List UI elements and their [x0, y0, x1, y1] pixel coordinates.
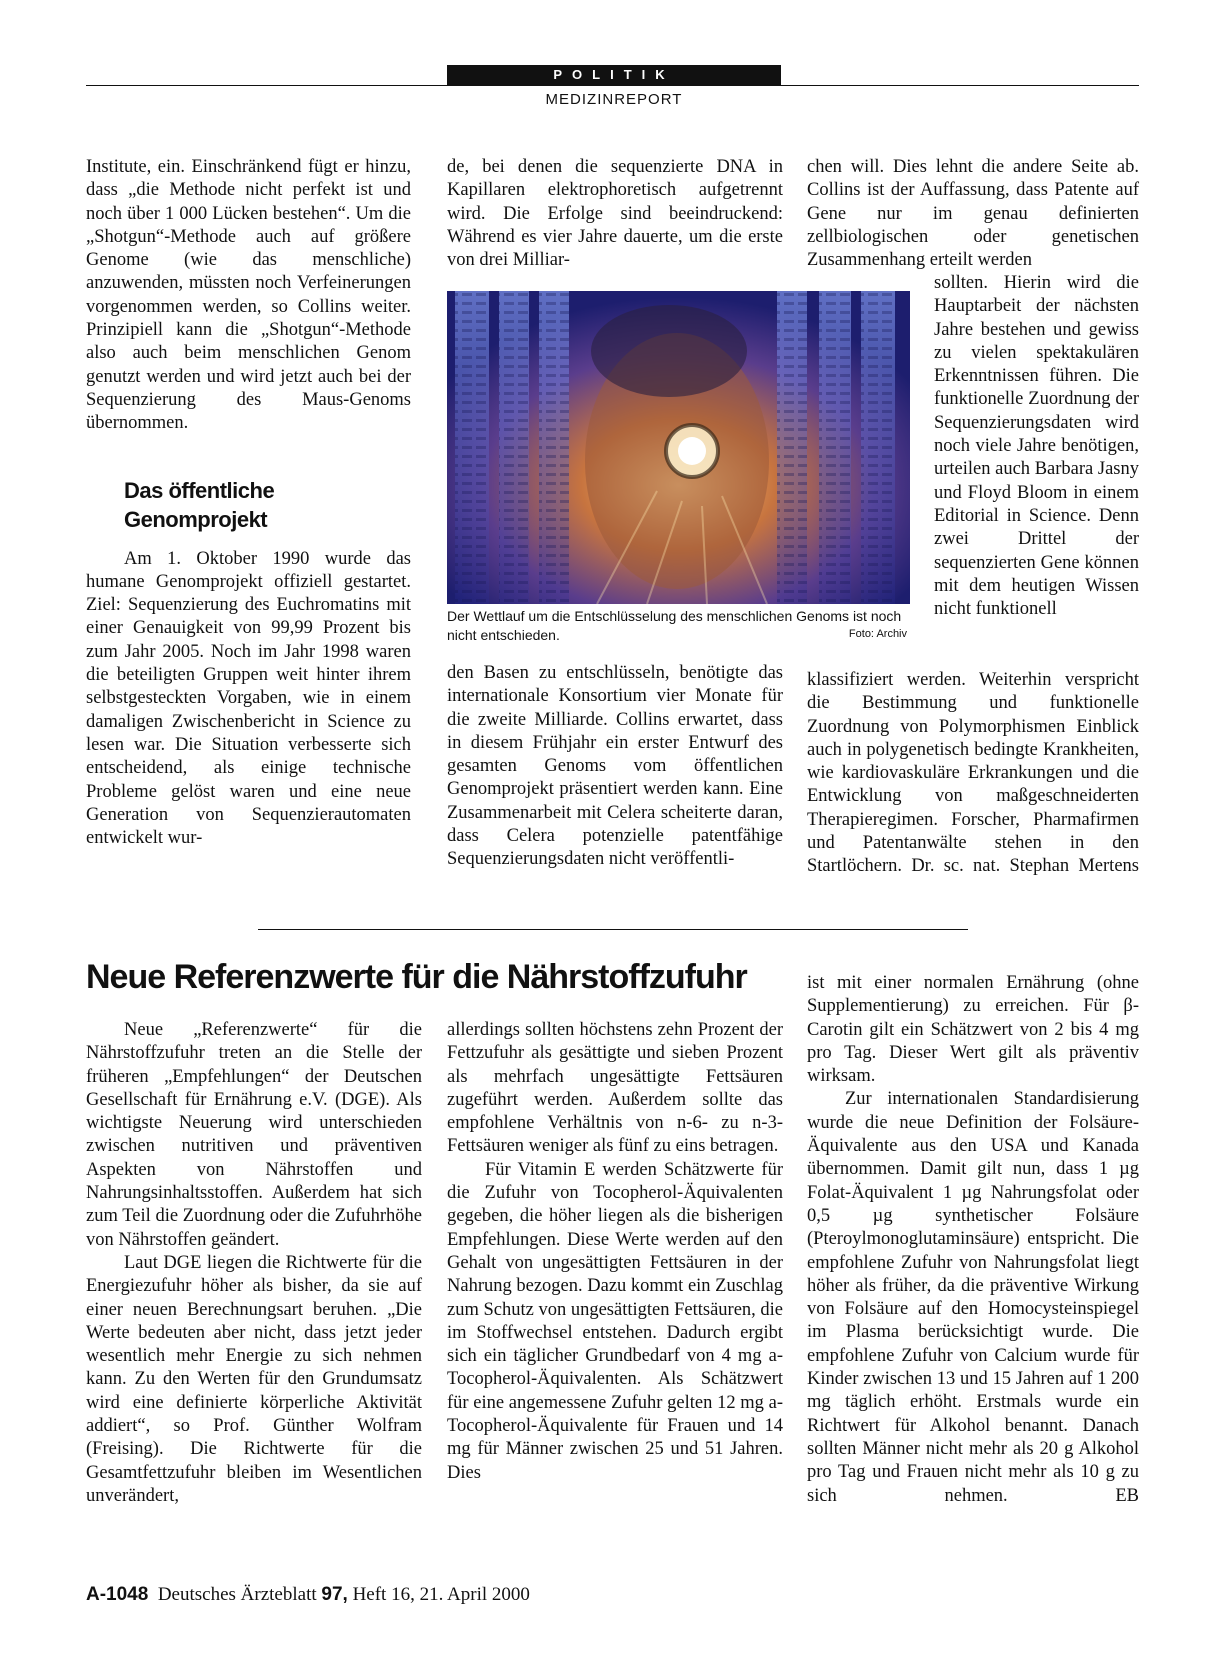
- article1-column2-top: [447, 156, 783, 272]
- caption-text: Der Wettlauf um die Entschlüsselung des menschlichen Genoms ist noch nicht entschieden.: [447, 608, 902, 643]
- article1-column3-bottom: [807, 669, 1139, 879]
- subhead-line2: Genomprojekt: [124, 506, 268, 532]
- article1-column3-wrap: [934, 272, 1139, 621]
- article2-col3-paragraph2: Zur internationalen Standardisierung wurde die neue Definition der Folsäure-Äquivalente aus den USA und Kanada übernommen. Damit gilt nun, dass 1 µg Folat-Äquivalent 1 µg Nahrungsfolat oder 0,5 µg synthetischer Folsäure (Pteroylmonoglutaminsäure) entspricht. Die empfohlene Zufuhr von Nahrungsfolat liegt höher als früher, da die präventive Wirkung von Folsäure auf den Homocysteinspiegel im Plasma berücksichtigt wurde. Die empfohlene Zufuhr von Calcium wurde für Kinder zwischen 13 und 15 Jahren auf 1 200 mg täglich erhöht. Erstmals wurde ein Richtwert für Alkohol benannt. Danach sollten Männer nicht mehr als 20 g Alkohol pro Tag und Frauen nicht mehr als 10 g zu sich nehmen.: [807, 1089, 1139, 1506]
- article2-column2: [447, 1019, 783, 1485]
- article2-signature: EB: [1115, 1485, 1139, 1506]
- genome-photo: [447, 291, 910, 604]
- article2-col3-paragraph1: ist mit einer normalen Ernährung (ohne Supplementierung) zu erreichen. Für β-Carotin gilt ein Schätzwert von 2 bis 4 mg pro Tag. Dieser Wert gilt als präventiv wirksam.: [807, 973, 1139, 1087]
- photo-credit: Foto: Archiv: [848, 628, 907, 640]
- article1-column1: [86, 156, 411, 850]
- article1-col3-wrap-text: sollten. Hierin wird die Hauptarbeit der nächsten Jahre bestehen und gewiss zu vielen spektakulären Erkenntnissen führen. Die funktionelle Zuordnung der Sequenzierungsdaten wird noch viele Jahre benötigen, urteilen auch Barbara Jasny und Floyd Bloom in einem Editorial in Science. Denn zwei Drittel der sequenzierten Gene können mit dem heutigen Wissen nicht funktionell: [934, 273, 1139, 620]
- article2-column3: [807, 972, 1139, 1508]
- article1-col2-bottom-text: den Basen zu entschlüsseln, benötigte das internationale Konsortium vier Monate für die zweite Milliarde. Collins erwartet, dass in diesem Frühjahr ein erster Entwurf des gesamten Genoms vom öffentlichen Genomprojekt präsentiert werden kann. Eine Zusammenarbeit mit Celera scheiterte daran, dass Celera potenzielle patentfähige Sequenzierungsdaten nicht veröffentli-: [447, 663, 783, 870]
- article1-col3-top-text: chen will. Dies lehnt die andere Seite ab. Collins ist der Auffassung, dass Patente auf Gene nur im genau definierten zellbiologischen oder genetischen Zusammenhang erteilt werden: [807, 157, 1139, 271]
- page-number: A-1048: [86, 1584, 149, 1605]
- journal-name: Deutsches Ärzteblatt: [157, 1584, 317, 1605]
- article1-col3-bottom-text: klassifiziert werden. Weiterhin verspricht die Bestimmung und funktionelle Zuordnung von Polymorphismen Einblick auch in polygenetisch bedingte Krankheiten, wie kardiovaskuläre Erkrankungen und die Entwicklung von maßgeschneiderten Therapieregimen. Forscher, Pharmafirmen und Patentanwälte stehen in den Startlöchern.: [807, 670, 1139, 877]
- journal-volume: 97,: [321, 1584, 348, 1605]
- journal-issue: Heft 16, 21. April 2000: [352, 1584, 530, 1605]
- article2-col1-paragraph1: Neue „Referenzwerte“ für die Nährstoffzufuhr treten an die Stelle der früheren „Empfehlungen“ der Deutschen Gesellschaft für Ernährung e.V. (DGE). Als wichtigste Neuerung wird unterschieden zwischen nutritiven und präventiven Aspekten von Nährstoffen und Nahrungsinhaltsstoffen. Außerdem hat sich zum Teil die Zuordnung oder die Zufuhrhöhe von Nährstoffen geändert.: [86, 1020, 422, 1250]
- article-divider: [258, 929, 968, 930]
- article1-col1-paragraph2: Am 1. Oktober 1990 wurde das humane Genomprojekt offiziell gestartet. Ziel: Sequenzierung des Euchromatins mit einer Genauigkeit von 99,99 Prozent bis zum Jahr 2005. Noch im Jahr 1998 waren die beteiligten Gruppen weit hinter ihrem selbstgesteckten Vorgaben, wie in einem damaligen Zwischenbericht in Science zu lesen war. Die Situation verbesserte sich entscheidend, als einige technische Probleme gelöst waren und eine neue Generation von Sequenzierautomaten entwickelt wur-: [86, 548, 411, 849]
- subsection-label: MEDIZINREPORT: [545, 91, 683, 108]
- article1-column3-top: [807, 156, 1139, 272]
- photo-caption: [447, 607, 913, 645]
- article1-author: Dr. sc. nat. Stephan Mertens: [911, 856, 1139, 877]
- article2-col1-paragraph2: Laut DGE liegen die Richtwerte für die Energiezufuhr höher als bisher, da sie auf einer neuen Berechnungsart beruhen. „Die Werte bedeuten aber nicht, dass jetzt jeder wesentlich mehr Energie zu sich nehmen kann. Zu den Werten für den Grundumsatz wird eine definierte körperliche Aktivität addiert“, so Prof. Günther Wolfram (Freising). Die Richtwerte für die Gesamtfettzufuhr bleiben im Wesentlichen unverändert,: [86, 1252, 422, 1506]
- genome-photo-image: [447, 291, 910, 604]
- subhead-line1: Das öffentliche: [124, 477, 275, 503]
- header-rule: [86, 85, 1139, 86]
- article2-col2-paragraph2: Für Vitamin E werden Schätzwerte für die Zufuhr von Tocopherol-Äquivalenten gegeben, die höher liegen als die bisherigen Empfehlungen. Diese Werte werden auf den Gehalt von ungesättigten Fettsäuren in der Nahrung bezogen. Dazu kommt ein Zuschlag zum Schutz von ungesättigten Fettsäuren, die im Stoffwechsel entstehen. Dadurch ergibt sich ein täglicher Grundbedarf von 4 mg a-Tocopherol-Äquivalenten. Als Schätzwert für eine angemessene Zufuhr gelten 12 mg a-Tocopherol-Äquivalente für Frauen und 14 mg für Männer zwischen 25 und 51 Jahren. Dies: [447, 1159, 784, 1483]
- article2-column1: [86, 1019, 422, 1508]
- page-footer: [86, 1584, 530, 1606]
- article1-subhead: [124, 476, 411, 534]
- article2-headline: Neue Referenzwerte für die Nährstoffzufuhr: [86, 958, 747, 996]
- article1-col1-text: Institute, ein. Einschränkend fügt er hinzu, dass „die Methode nicht perfekt ist und noch über 1 000 Lücken bestehen“. Um die „Shotgun“-Methode auch auf größere Genome (wie das menschliche) anzuwenden, müssten noch Verfeinerungen vorgenommen werden, so Collins weiter. Prinzipiell kann die „Shotgun“-Methode also auch beim menschlichen Genom genutzt werden und wird jetzt auch bei der Sequenzierung des Maus-Genoms übernommen.: [86, 157, 411, 434]
- article1-col2-top-text: de, bei denen die sequenzierte DNA in Kapillaren elektrophoretisch aufgetrennt wird. Die Erfolge sind beeindruckend: Während es vier Jahre dauerte, um die erste von drei Milliar-: [447, 157, 783, 271]
- section-label: POLITIK: [447, 65, 781, 85]
- article2-col2-paragraph1: allerdings sollten höchstens zehn Prozent der Fettzufuhr als gesättigte und sieben Prozent als mehrfach ungesättigte Fettsäuren zugeführt werden. Außerdem sollte das empfohlene Verhältnis von n-6- zu n-3-Fettsäuren weniger als fünf zu eins betragen.: [447, 1020, 783, 1157]
- article1-column2-bottom: [447, 662, 783, 872]
